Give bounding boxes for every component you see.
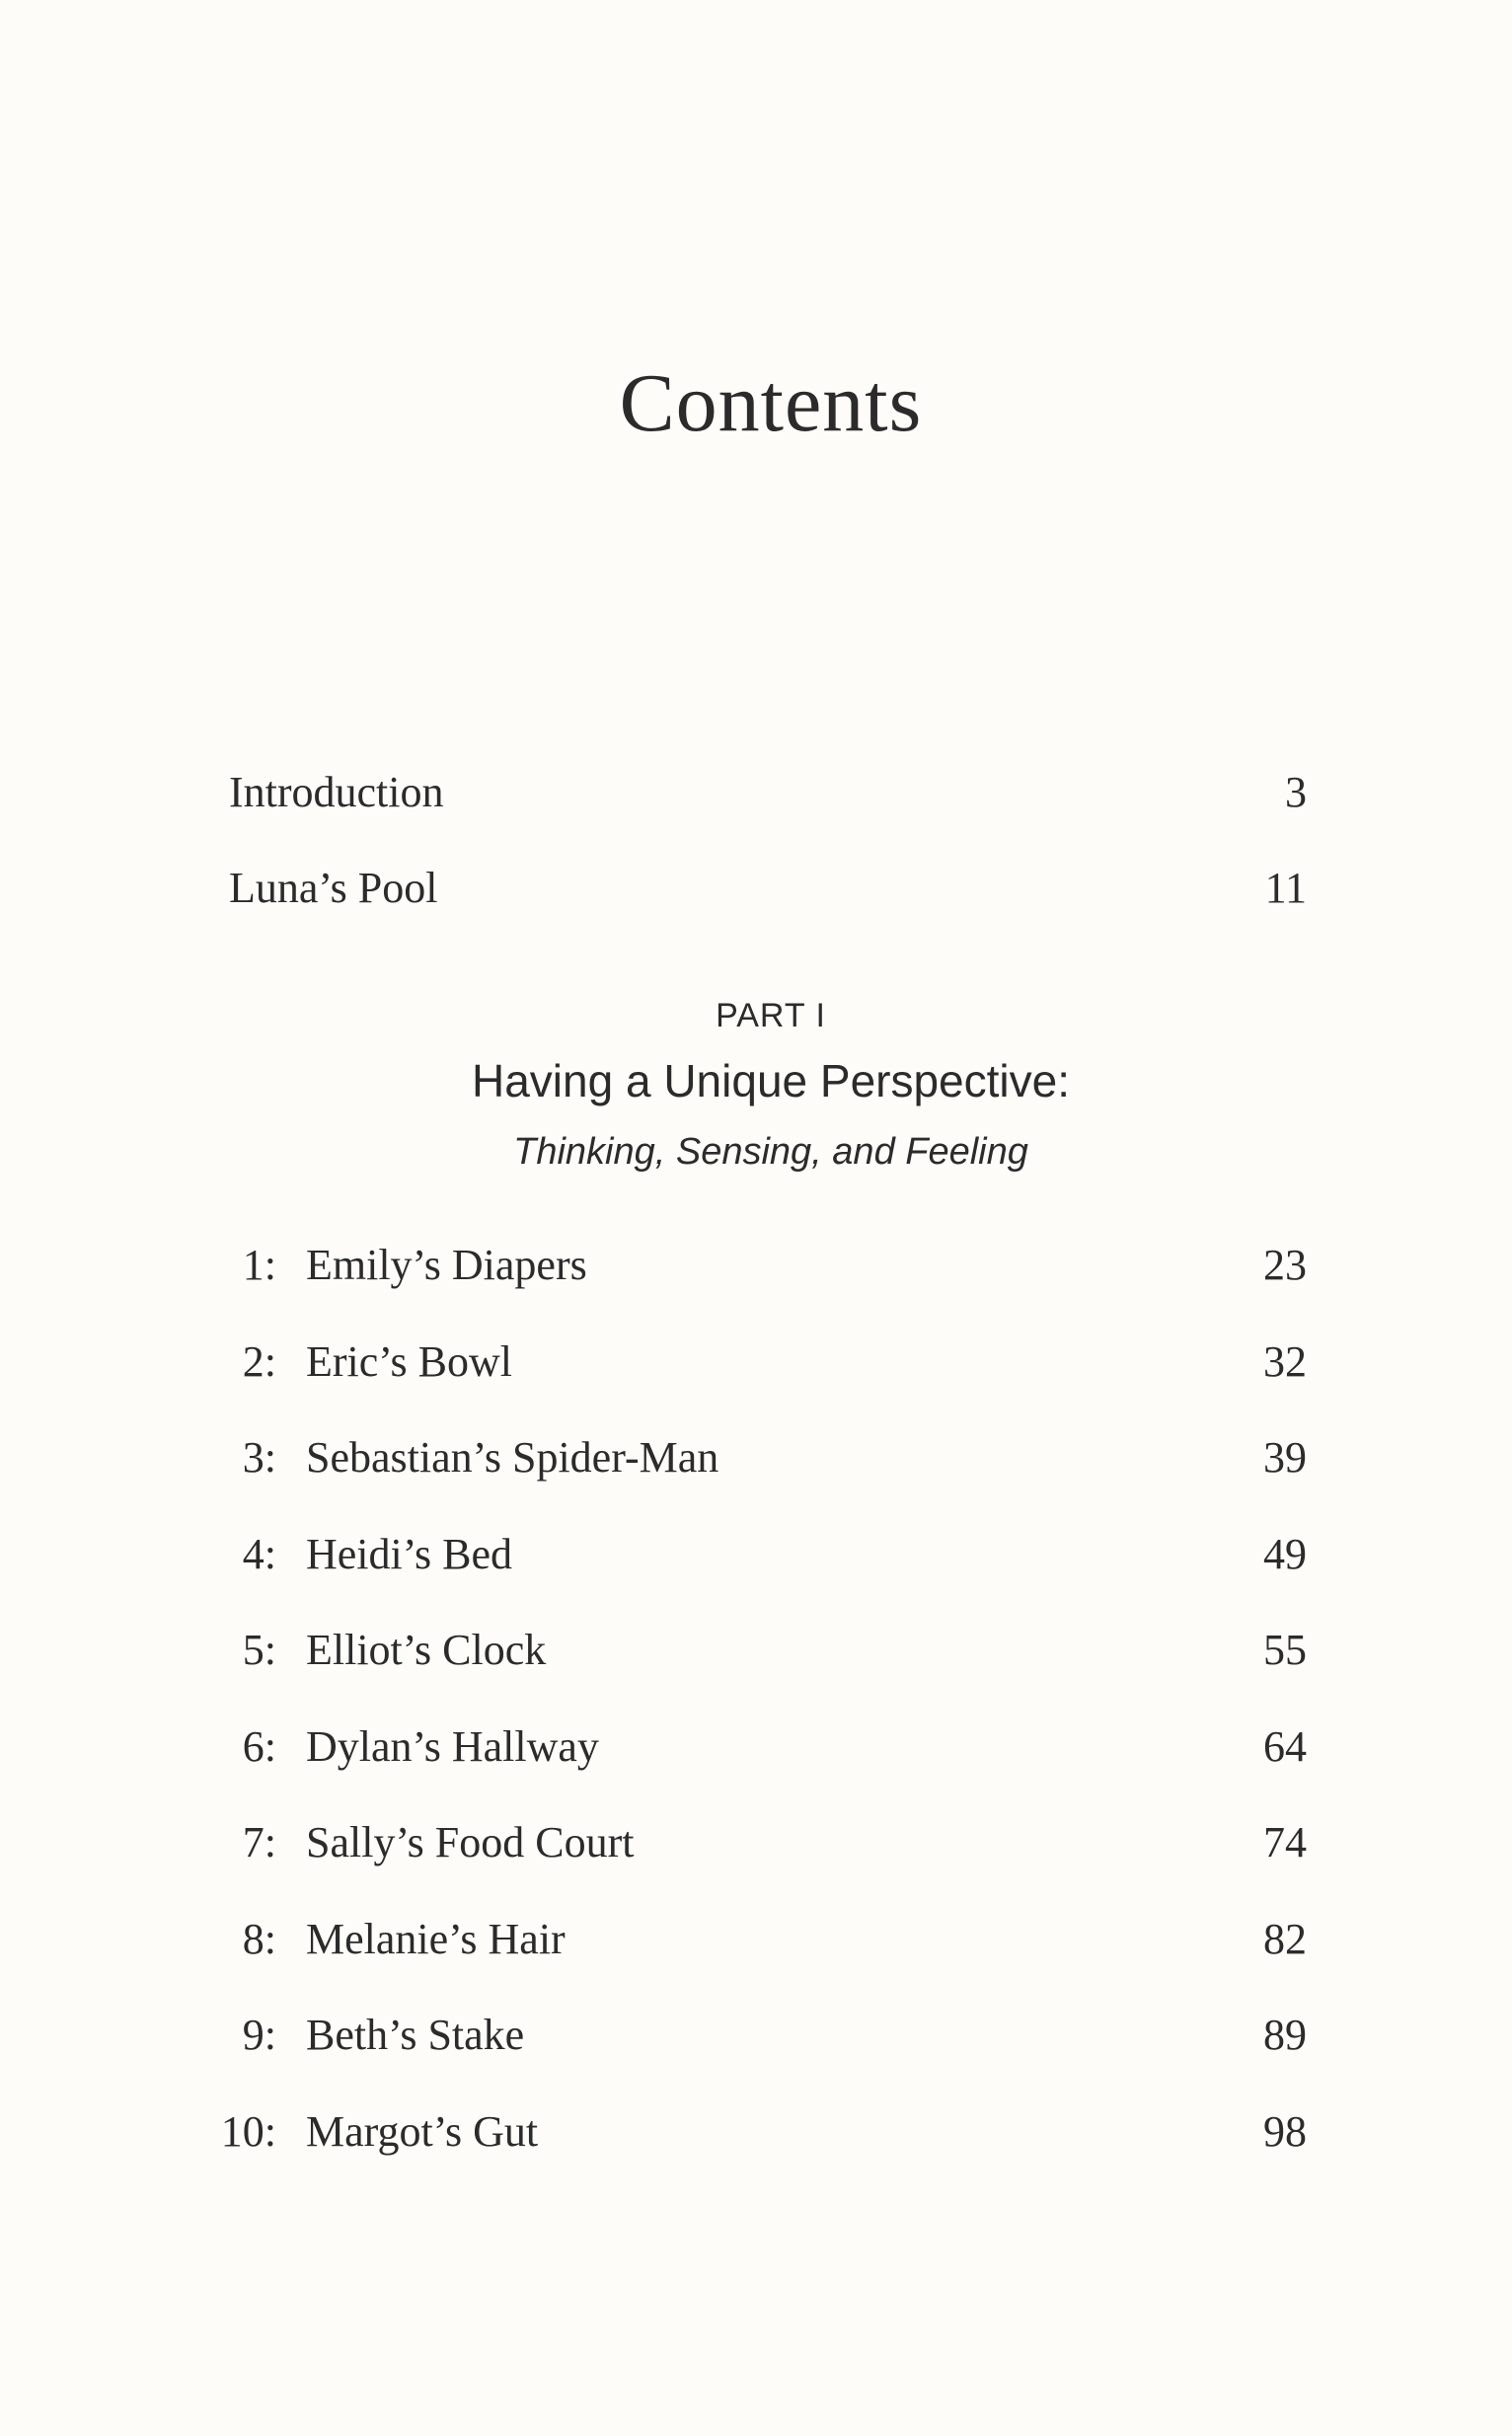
chapter-page: 49 bbox=[1263, 1530, 1307, 1578]
toc-entry-lunas-pool bbox=[0, 849, 1512, 928]
chapter-number: 9: bbox=[242, 2011, 276, 2059]
toc-chapter-4 bbox=[0, 1515, 1512, 1594]
chapter-number: 10: bbox=[220, 2107, 276, 2156]
chapter-title: Elliot’s Clock bbox=[306, 1626, 547, 1674]
chapter-page: 82 bbox=[1263, 1915, 1307, 1963]
chapter-number: 4: bbox=[242, 1530, 276, 1578]
chapter-title: Heidi’s Bed bbox=[306, 1530, 512, 1578]
chapter-number: 2: bbox=[242, 1337, 276, 1386]
toc-chapter-6 bbox=[0, 1708, 1512, 1787]
toc-chapter-5 bbox=[0, 1611, 1512, 1690]
chapter-number: 1: bbox=[242, 1241, 276, 1289]
chapter-title: Dylan’s Hallway bbox=[306, 1722, 599, 1771]
chapter-number: 3: bbox=[242, 1433, 276, 1482]
toc-chapter-10 bbox=[0, 2093, 1512, 2171]
chapter-page: 98 bbox=[1263, 2107, 1307, 2156]
part-title: Having a Unique Perspective: bbox=[472, 1055, 1070, 1106]
chapter-number: 5: bbox=[242, 1626, 276, 1674]
chapter-title: Margot’s Gut bbox=[306, 2107, 539, 2156]
chapter-number: 7: bbox=[242, 1818, 276, 1866]
page-title: Contents bbox=[619, 357, 923, 449]
chapter-number: 6: bbox=[242, 1722, 276, 1771]
chapter-title: Sebastian’s Spider-Man bbox=[306, 1433, 719, 1482]
part-label: PART I bbox=[716, 997, 826, 1034]
chapter-title: Melanie’s Hair bbox=[306, 1915, 566, 1963]
chapter-page: 55 bbox=[1263, 1626, 1307, 1674]
chapter-number: 8: bbox=[242, 1915, 276, 1963]
toc-entry-page: 3 bbox=[1285, 768, 1307, 816]
chapter-page: 64 bbox=[1263, 1722, 1307, 1771]
toc-entry-label: Introduction bbox=[229, 768, 444, 816]
toc-entry-page: 11 bbox=[1264, 864, 1307, 912]
toc-entry-label: Luna’s Pool bbox=[229, 864, 438, 912]
toc-chapter-3 bbox=[0, 1418, 1512, 1497]
chapter-page: 32 bbox=[1263, 1337, 1307, 1386]
toc-chapter-2 bbox=[0, 1323, 1512, 1402]
toc-chapter-9 bbox=[0, 1996, 1512, 2075]
chapter-page: 23 bbox=[1263, 1241, 1307, 1289]
toc-chapter-8 bbox=[0, 1900, 1512, 1979]
chapter-page: 39 bbox=[1263, 1433, 1307, 1482]
chapter-title: Beth’s Stake bbox=[306, 2011, 525, 2059]
chapter-title: Emily’s Diapers bbox=[306, 1241, 587, 1289]
chapter-page: 89 bbox=[1263, 2011, 1307, 2059]
chapter-title: Sally’s Food Court bbox=[306, 1818, 635, 1866]
chapter-title: Eric’s Bowl bbox=[306, 1337, 512, 1386]
part-subtitle: Thinking, Sensing, and Feeling bbox=[513, 1131, 1028, 1173]
toc-entry-introduction bbox=[0, 753, 1512, 832]
toc-chapter-1 bbox=[0, 1226, 1512, 1305]
chapter-page: 74 bbox=[1263, 1818, 1307, 1866]
toc-chapter-7 bbox=[0, 1803, 1512, 1882]
